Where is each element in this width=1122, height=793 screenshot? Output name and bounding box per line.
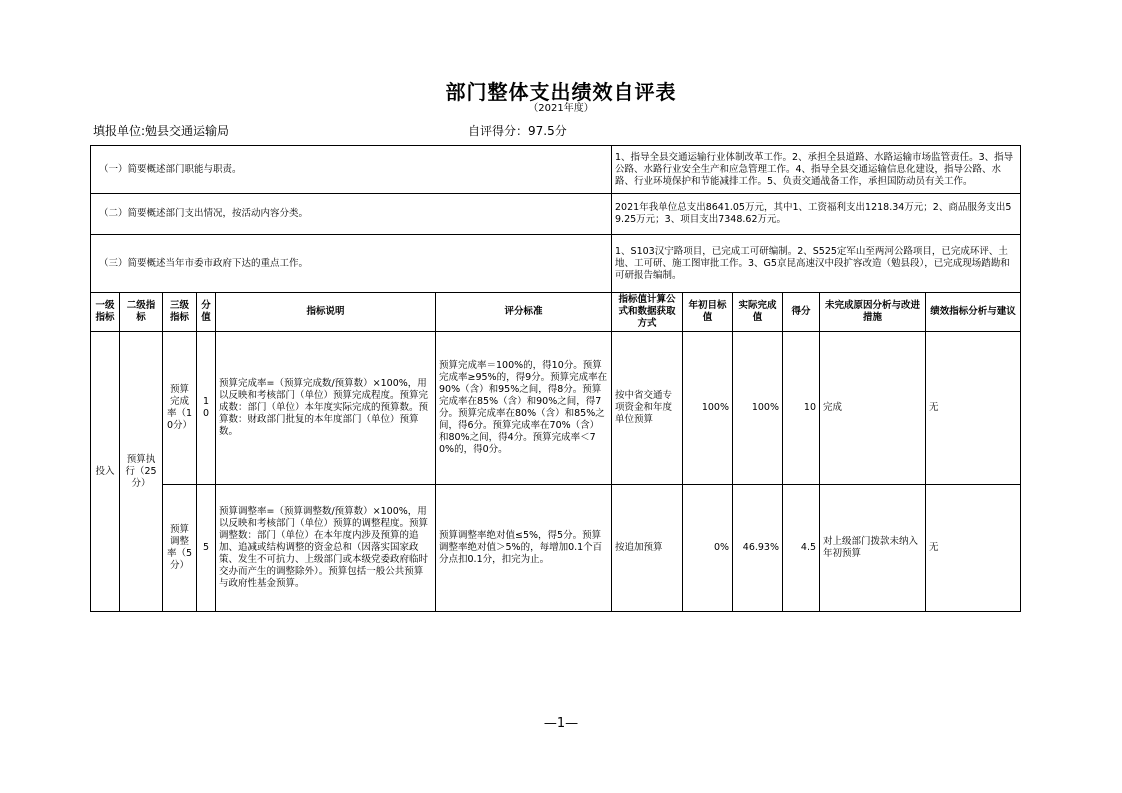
summary-label: （三）简要概述当年市委市政府下达的重点工作。 — [91, 235, 612, 293]
target-cell: 100% — [683, 332, 733, 485]
evaluation-table — [90, 145, 1021, 612]
points-cell: 10 — [197, 332, 216, 485]
header-reason: 未完成原因分析与改进措施 — [820, 293, 926, 332]
header-target: 年初目标值 — [683, 293, 733, 332]
points-cell: 5 — [197, 485, 216, 612]
actual-cell: 100% — [733, 332, 783, 485]
actual-cell: 46.93% — [733, 485, 783, 612]
description-cell: 预算完成率=（预算完成数/预算数）×100%，用以反映和考核部门（单位）预算完成程度。预算完成数：部门（单位）本年度实际完成的预算数。预算数：财政部门批复的本年度部门（单位）预算数。 — [216, 332, 436, 485]
self-score: 自评得分：97.5分 — [468, 124, 567, 138]
criteria-cell: 预算完成率＝100%的，得10分。预算完成率≥95%的，得9分。预算完成率在90%（含）和95%之间，得8分。预算完成率在85%（含）和90%之间，得7分。预算完成率在80%（含）和85%之间，得6分。预算完成率在70%（含）和80%之间，得4分。预算完成率＜70%的，得0分。 — [436, 332, 612, 485]
criteria-cell: 预算调整率绝对值≤5%，得5分。预算调整率绝对值＞5%的，每增加0.1个百分点扣0.1分，扣完为止。 — [436, 485, 612, 612]
reason-cell: 完成 — [820, 332, 926, 485]
reason-cell: 对上级部门拨款未纳入年初预算 — [820, 485, 926, 612]
table-row — [91, 332, 1021, 485]
page-title: 部门整体支出绩效自评表 — [445, 80, 677, 104]
summary-row-1 — [91, 146, 1021, 194]
header-level1: 一级指标 — [91, 293, 120, 332]
header-row — [91, 293, 1021, 332]
page-subtitle: （2021年度） — [528, 103, 594, 114]
summary-content: 2021年我单位总支出8641.05万元，其中1、工资福利支出1218.34万元；2、商品服务支出59.25万元；3、项目支出7348.62万元。 — [612, 194, 1021, 235]
header-points: 分值 — [197, 293, 216, 332]
header-actual: 实际完成值 — [733, 293, 783, 332]
summary-content: 1、指导全县交通运输行业体制改革工作。2、承担全县道路、水路运输市场监管责任。3、指导公路、水路行业安全生产和应急管理工作。4、指导全县交通运输信息化建设，指导公路、水路、行业环境保护和节能减排工作。5、负责交通战备工作，承担国防动员有关工作。 — [612, 146, 1021, 194]
header-method: 指标值计算公式和数据获取方式 — [612, 293, 683, 332]
summary-label: （一）简要概述部门职能与职责。 — [91, 146, 612, 194]
description-cell: 预算调整率=（预算调整数/预算数）×100%，用以反映和考核部门（单位）预算的调整程度。预算调整数：部门（单位）在本年度内涉及预算的追加、追减或结构调整的资金总和（因落实国家政策、发生不可抗力、上级部门或本级党委政府临时交办而产生的调整除外）。预算包括一般公共预算与政府性基金预算。 — [216, 485, 436, 612]
header-description: 指标说明 — [216, 293, 436, 332]
reporting-unit: 填报单位:勉县交通运输局 — [93, 124, 230, 138]
header-criteria: 评分标准 — [436, 293, 612, 332]
page-number: —1— — [543, 716, 579, 731]
target-cell: 0% — [683, 485, 733, 612]
method-cell: 按追加预算 — [612, 485, 683, 612]
summary-row-2 — [91, 194, 1021, 235]
summary-content: 1、S103汉宁路项目，已完成工可研编制。2、S525定军山至两河公路项目，已完成环评、土地、工可研、施工图审批工作。3、G5京昆高速汉中段扩容改造（勉县段），已完成现场踏勘和可研报告编制。 — [612, 235, 1021, 293]
suggestion-cell: 无 — [926, 485, 1021, 612]
header-suggestion: 绩效指标分析与建议 — [926, 293, 1021, 332]
level1-cell: 投入 — [91, 332, 120, 612]
score-cell: 4.5 — [783, 485, 820, 612]
level3-cell: 预算调整率（5分） — [163, 485, 197, 612]
level3-cell: 预算完成率（10分） — [163, 332, 197, 485]
summary-row-3 — [91, 235, 1021, 293]
level2-cell: 预算执行（25分） — [120, 332, 163, 612]
header-level3: 三级指标 — [163, 293, 197, 332]
summary-label: （二）简要概述部门支出情况，按活动内容分类。 — [91, 194, 612, 235]
score-cell: 10 — [783, 332, 820, 485]
suggestion-cell: 无 — [926, 332, 1021, 485]
header-level2: 二级指标 — [120, 293, 163, 332]
method-cell: 按中省交通专项资金和年度单位预算 — [612, 332, 683, 485]
header-score: 得分 — [783, 293, 820, 332]
table-row — [91, 485, 1021, 612]
